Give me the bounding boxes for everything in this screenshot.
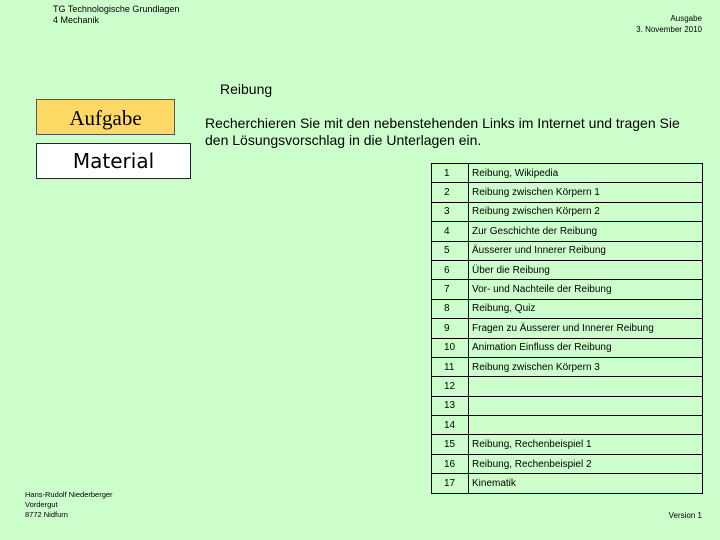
link-label[interactable]: Zur Geschichte der Reibung (469, 222, 703, 241)
link-row[interactable] (432, 474, 703, 493)
link-number: 12 (432, 377, 469, 396)
link-number: 17 (432, 474, 469, 493)
link-number: 11 (432, 357, 469, 376)
link-row[interactable] (432, 202, 703, 221)
link-table (431, 163, 703, 494)
course-header (53, 4, 179, 26)
link-label[interactable]: Über die Reibung (469, 260, 703, 279)
link-row[interactable] (432, 435, 703, 454)
link-number: 14 (432, 416, 469, 435)
link-label (469, 416, 703, 435)
link-label[interactable]: Vor- und Nachteile der Reibung (469, 280, 703, 299)
link-row[interactable] (432, 241, 703, 260)
link-row (432, 416, 703, 435)
edition-date: 3. November 2010 (636, 25, 702, 34)
link-number: 8 (432, 299, 469, 318)
link-number: 5 (432, 241, 469, 260)
link-row[interactable] (432, 454, 703, 473)
link-number: 13 (432, 396, 469, 415)
author-city: 8772 Nidfurn (25, 510, 68, 519)
link-number: 7 (432, 280, 469, 299)
course-subtitle: 4 Mechanik (53, 15, 100, 25)
link-label[interactable]: Reibung zwischen Körpern 2 (469, 202, 703, 221)
link-row[interactable] (432, 357, 703, 376)
link-number: 4 (432, 222, 469, 241)
aufgabe-button[interactable]: Aufgabe (36, 99, 175, 135)
link-row[interactable] (432, 183, 703, 202)
page-title: Reibung (220, 81, 273, 97)
link-row (432, 396, 703, 415)
link-row[interactable] (432, 299, 703, 318)
link-label[interactable]: Reibung, Wikipedia (469, 164, 703, 183)
link-label[interactable]: Animation Einfluss der Reibung (469, 338, 703, 357)
link-row[interactable] (432, 260, 703, 279)
material-button[interactable]: Material (36, 143, 191, 179)
link-number: 6 (432, 260, 469, 279)
link-row[interactable] (432, 319, 703, 338)
link-row[interactable] (432, 338, 703, 357)
author-street: Vordergut (25, 500, 58, 509)
link-number: 3 (432, 202, 469, 221)
author-block (25, 490, 113, 520)
link-label[interactable]: Äusserer und Innerer Reibung (469, 241, 703, 260)
author-name: Hans-Rudolf Niederberger (25, 490, 113, 499)
link-label[interactable]: Reibung, Rechenbeispiel 1 (469, 435, 703, 454)
link-row[interactable] (432, 164, 703, 183)
link-label[interactable]: Kinematik (469, 474, 703, 493)
link-number: 15 (432, 435, 469, 454)
edition-header (636, 13, 702, 35)
link-row[interactable] (432, 280, 703, 299)
link-number: 10 (432, 338, 469, 357)
edition-label: Ausgabe (670, 14, 702, 23)
link-row[interactable] (432, 222, 703, 241)
link-number: 2 (432, 183, 469, 202)
version-label: Version 1 (668, 511, 702, 520)
instruction-text: Recherchieren Sie mit den nebenstehenden Links im Internet und tragen Sie den Lösungsvorschlag in die Unterlagen ein. (205, 115, 680, 148)
link-label[interactable]: Reibung zwischen Körpern 1 (469, 183, 703, 202)
link-number: 16 (432, 454, 469, 473)
link-label[interactable]: Reibung zwischen Körpern 3 (469, 357, 703, 376)
link-label (469, 396, 703, 415)
link-number: 1 (432, 164, 469, 183)
link-label[interactable]: Reibung, Quiz (469, 299, 703, 318)
link-label (469, 377, 703, 396)
link-label[interactable]: Reibung, Rechenbeispiel 2 (469, 454, 703, 473)
course-title: TG Technologische Grundlagen (53, 4, 180, 14)
link-number: 9 (432, 319, 469, 338)
link-label[interactable]: Fragen zu Äusserer und Innerer Reibung (469, 319, 703, 338)
link-row (432, 377, 703, 396)
